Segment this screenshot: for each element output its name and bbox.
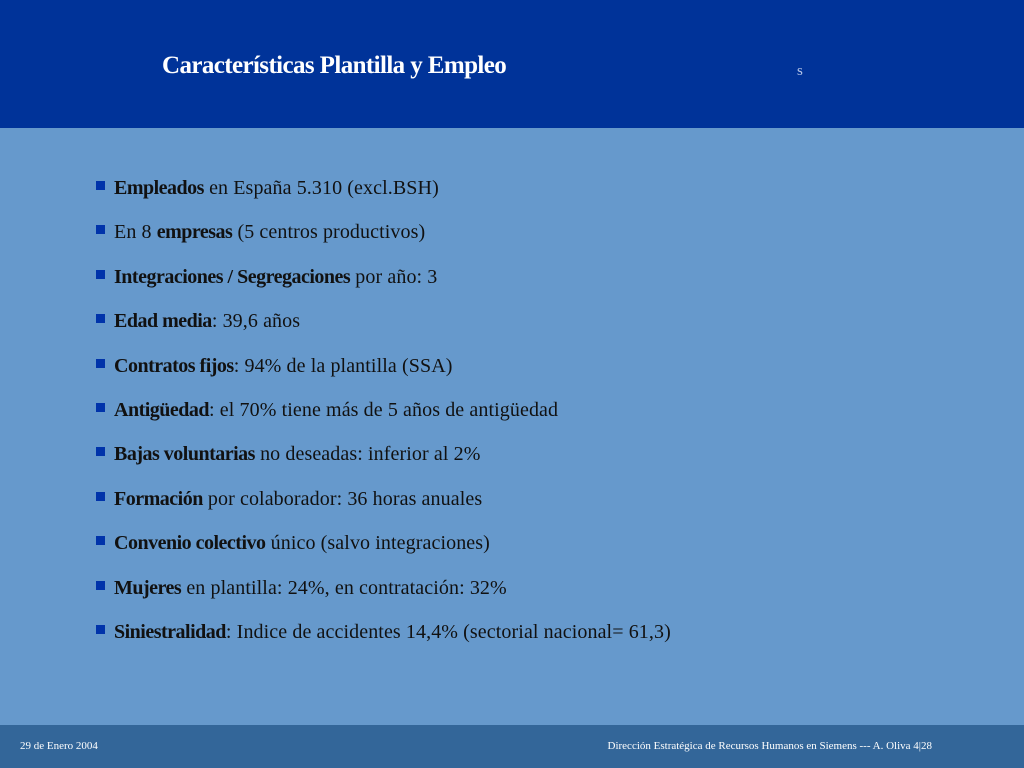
square-bullet-icon [96, 403, 105, 412]
bullet-text: En 8 [114, 221, 157, 244]
square-bullet-icon [96, 625, 105, 634]
bullet-term: Contratos fijos [114, 354, 234, 377]
square-bullet-icon [96, 359, 105, 368]
square-bullet-icon [96, 314, 105, 323]
slide-title: Características Plantilla y Empleo [162, 52, 507, 79]
square-bullet-icon [96, 181, 105, 190]
bullet-text: único (salvo integraciones) [265, 532, 490, 555]
bullet-text: por año: 3 [350, 265, 438, 288]
bullet-term: Antigüedad [114, 398, 210, 421]
slide-footer [0, 725, 1024, 768]
bullet-item [96, 436, 671, 480]
bullet-text: por colaborador: 36 horas anuales [202, 487, 483, 510]
square-bullet-icon [96, 225, 105, 234]
bullet-term: empresas [156, 221, 233, 244]
bullet-text: en plantilla: 24%, en contratación: 32% [181, 576, 507, 599]
logo-mark: s [797, 63, 803, 79]
bullet-term: Convenio colectivo [114, 532, 266, 555]
square-bullet-icon [96, 270, 105, 279]
bullet-list [96, 170, 671, 658]
bullet-text: en España 5.310 (excl.BSH) [203, 177, 439, 199]
bullet-item [96, 303, 671, 347]
bullet-item [96, 348, 671, 392]
bullet-term: Siniestralidad [114, 620, 226, 643]
bullet-text: : el 70% tiene más de 5 años de antigüedad [209, 398, 559, 421]
bullet-text: no deseadas: inferior al 2% [254, 443, 481, 466]
footer-date: 29 de Enero 2004 [20, 740, 98, 752]
bullet-item [96, 170, 671, 214]
square-bullet-icon [96, 581, 105, 590]
bullet-term: Integraciones / Segregaciones [114, 265, 351, 288]
bullet-item [96, 392, 671, 436]
bullet-item [96, 525, 671, 569]
bullet-text: (5 centros productivos) [232, 221, 426, 244]
square-bullet-icon [96, 536, 105, 545]
bullet-term: Formación [114, 487, 203, 510]
bullet-item [96, 570, 671, 614]
bullet-term: Edad media [114, 310, 212, 333]
bullet-item [96, 259, 671, 303]
bullet-term: Bajas voluntarias [114, 443, 255, 466]
bullet-term: Mujeres [114, 576, 182, 599]
bullet-term: Empleados [114, 177, 204, 199]
footer-credit: Dirección Estratégica de Recursos Humanos en Siemens --- A. Oliva 4|28 [607, 740, 932, 752]
square-bullet-icon [96, 492, 105, 501]
square-bullet-icon [96, 447, 105, 456]
bullet-item [96, 214, 671, 258]
bullet-item [96, 481, 671, 525]
bullet-item [96, 614, 671, 658]
bullet-text: : Indice de accidentes 14,4% (sectorial nacional= 61,3) [225, 620, 671, 643]
bullet-text: : 39,6 años [211, 310, 301, 333]
bullet-text: : 94% de la plantilla (SSA) [233, 354, 453, 377]
slide-header [0, 0, 1024, 128]
